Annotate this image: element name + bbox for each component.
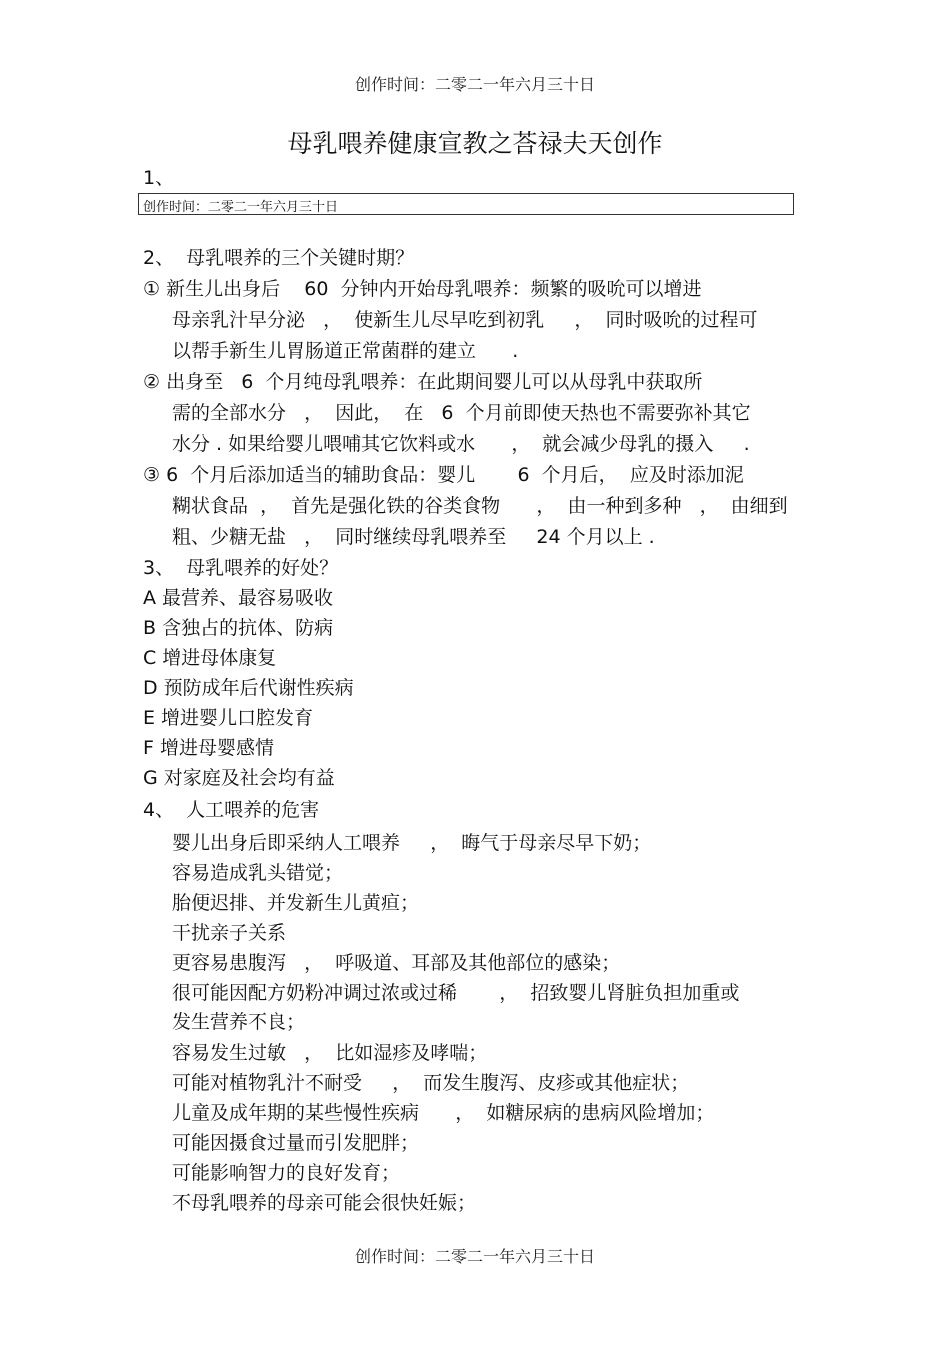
section-2-line: ② 出身至 6 个月纯母乳喂养：在此期间婴儿可以从母乳中获取所 xyxy=(143,371,703,393)
section-2-line: 母亲乳汁早分泌 ， 使新生儿尽早吃到初乳 ， 同时吸吮的过程可 xyxy=(172,309,758,331)
section-3-heading: 3、 母乳喂养的好处？ xyxy=(143,557,339,579)
page-header: 创作时间：二零二一年六月三十日 xyxy=(354,75,595,94)
harm-item: 发生营养不良； xyxy=(172,1011,306,1033)
section-2-line: 以帮手新生儿胃肠道正常菌群的建立 . xyxy=(172,340,519,362)
section-4-heading: 4、 人工喂养的危害 xyxy=(143,799,320,821)
section-2-line: 需的全部水分 ， 因此， 在 6 个月前即使天热也不需要弥补其它 xyxy=(172,402,751,424)
harm-item: 不母乳喂养的母亲可能会很快妊娠； xyxy=(172,1192,477,1214)
harm-item: 干扰亲子关系 xyxy=(172,922,287,944)
benefit-item: E 增进婴儿口腔发育 xyxy=(143,707,314,729)
harm-item: 可能因摄食过量而引发肥胖； xyxy=(172,1132,420,1154)
harm-item: 很可能因配方奶粉冲调过浓或过稀 ， 招致婴儿肾脏负担加重或 xyxy=(172,982,740,1004)
harm-item: 儿童及成年期的某些慢性疾病 ， 如糖尿病的患病风险增加； xyxy=(172,1102,715,1124)
harm-item: 可能影响智力的良好发育； xyxy=(172,1162,401,1184)
benefit-item: F 增进母婴感情 xyxy=(143,737,274,759)
harm-item: 更容易患腹泻 ， 呼吸道、耳部及其他部位的感染； xyxy=(172,952,621,974)
section-2-line: 糊状食品 ， 首先是强化铁的谷类食物 ， 由一种到多种 ， 由细到 xyxy=(172,495,788,517)
header-box-text: 创作时间：二零二一年六月三十日 xyxy=(143,200,339,215)
benefit-item: A 最营养、最容易吸收 xyxy=(143,587,334,609)
benefit-item: G 对家庭及社会均有益 xyxy=(143,767,335,789)
section-2-line: ① 新生儿出身后 60 分钟内开始母乳喂养：频繁的吸吮可以增进 xyxy=(143,278,702,300)
item-1-label: 1、 xyxy=(143,167,175,189)
page-footer: 创作时间：二零二一年六月三十日 xyxy=(354,1247,595,1266)
section-2-line: 粗、少糖无盐 ， 同时继续母乳喂养至 24 个月以上 . xyxy=(172,526,655,548)
section-2-line: ③ 6 个月后添加适当的辅助食品：婴儿 6 个月后， 应及时添加泥 xyxy=(143,464,744,486)
section-2-heading: 2、 母乳喂养的三个关键时期？ xyxy=(143,247,415,269)
harm-item: 可能对植物乳汁不耐受 ， 而发生腹泻、皮疹或其他症状； xyxy=(172,1072,690,1094)
document-title: 母乳喂养健康宣教之荅禄夫天创作 xyxy=(287,129,663,158)
header-box xyxy=(138,193,794,215)
benefit-item: B 含独占的抗体、防病 xyxy=(143,617,334,639)
harm-item: 胎便迟排、并发新生儿黄疸； xyxy=(172,892,420,914)
section-2-line: 水分 . 如果给婴儿喂哺其它饮料或水 ， 就会减少母乳的摄入 . xyxy=(172,433,750,455)
harm-item: 容易发生过敏 ， 比如湿疹及哮喘； xyxy=(172,1042,488,1064)
benefit-item: C 增进母体康复 xyxy=(143,647,277,669)
benefit-item: D 预防成年后代谢性疾病 xyxy=(143,677,354,699)
harm-item: 容易造成乳头错觉； xyxy=(172,862,344,884)
harm-item: 婴儿出身后即采纳人工喂养 ， 晦气于母亲尽早下奶； xyxy=(172,832,652,854)
